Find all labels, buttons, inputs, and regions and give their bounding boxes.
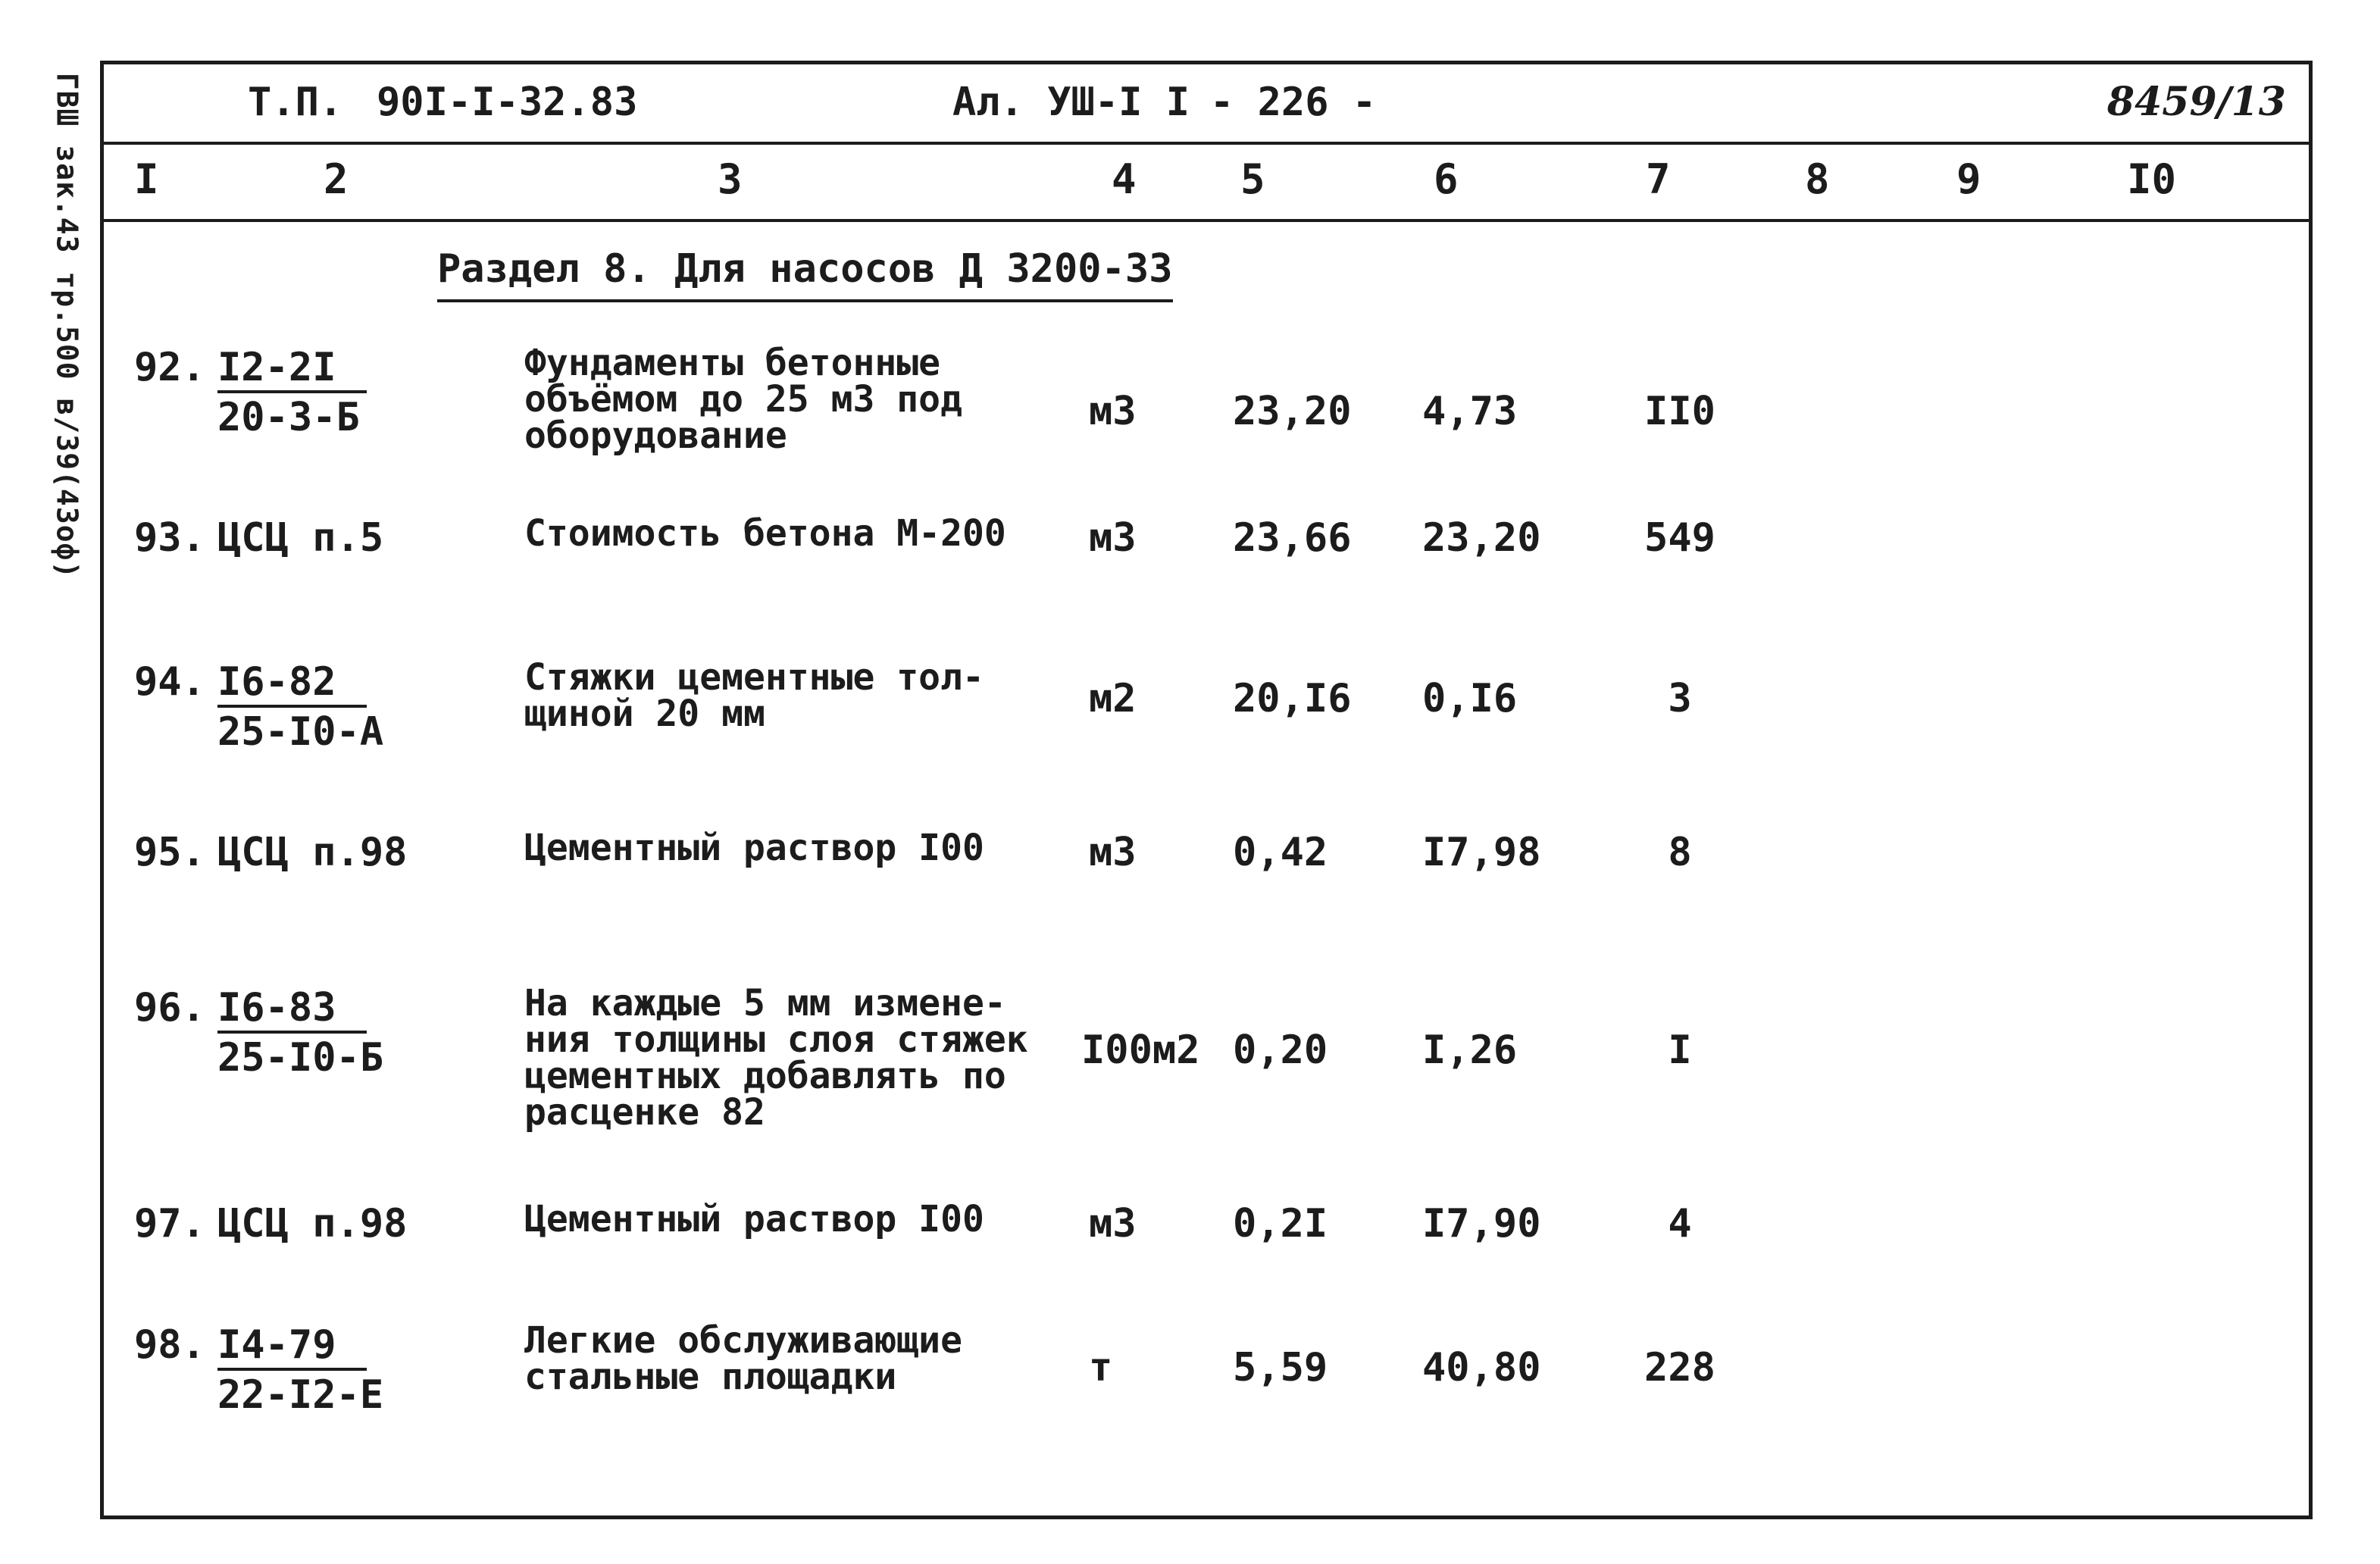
rate-code (217, 345, 367, 440)
rate-code-bottom: 22-I2-Е (217, 1372, 384, 1418)
unit-price: 40,80 (1422, 1345, 1541, 1390)
total-cost: 3 (1668, 676, 1692, 721)
rate-code (217, 1201, 407, 1247)
column-number: 2 (324, 155, 349, 203)
tp-number: 90I-I-32.83 (377, 80, 638, 125)
side-margin-note (29, 53, 105, 599)
total-cost: 549 (1644, 515, 1715, 561)
row-number: 97. (134, 1201, 205, 1247)
rate-code (217, 985, 383, 1081)
rate-code-top: ЦСЦ п.98 (217, 830, 408, 875)
rate-code-top: ЦСЦ п.5 (217, 515, 384, 561)
rate-code-bottom: 25-I0-Б (217, 1035, 384, 1081)
column-number: I0 (2127, 155, 2177, 203)
quantity: 20,I6 (1233, 676, 1352, 721)
quantity: 0,20 (1233, 1028, 1328, 1073)
unit: м3 (1089, 1201, 1137, 1247)
rate-code-bottom: 25-I0-А (217, 709, 384, 755)
unit: м3 (1089, 389, 1137, 434)
row-number: 96. (134, 985, 205, 1031)
unit-price: I7,98 (1422, 830, 1541, 875)
work-description: Легкие обслуживающие стальные площадки (524, 1319, 962, 1398)
row-number: 94. (134, 659, 205, 705)
column-number: 9 (1956, 155, 1981, 203)
unit-price: I7,90 (1422, 1201, 1541, 1247)
column-number: 8 (1805, 155, 1830, 203)
quantity: 23,20 (1233, 389, 1352, 434)
row-number: 92. (134, 345, 205, 390)
rate-code (217, 1322, 383, 1418)
column-number: 5 (1240, 155, 1265, 203)
unit: м3 (1089, 830, 1137, 875)
unit: т (1089, 1345, 1113, 1390)
side-margin-note-text: ГВШ зак.43 тр.500 в/39(43оф) (50, 72, 83, 580)
rate-code-top: I6-82 (217, 659, 367, 708)
total-cost: 8 (1668, 830, 1692, 875)
tp-label: Т.П. (248, 80, 343, 125)
estimate-sheet (100, 61, 2313, 1519)
total-cost: II0 (1644, 389, 1715, 434)
unit-price: I,26 (1422, 1028, 1518, 1073)
work-description: На каждые 5 мм измене- ния толщины слоя стяжек цементных добавлять по расценке 82 (524, 982, 1028, 1134)
rate-code (217, 659, 383, 755)
unit: м2 (1089, 676, 1137, 721)
rate-code-bottom: 20-3-Б (217, 395, 360, 440)
rate-code-top: I6-83 (217, 985, 367, 1034)
order-number: 8459/13 (2106, 79, 2286, 125)
work-description: Стоимость бетона М-200 (524, 512, 1006, 555)
column-header-rule (104, 219, 2309, 222)
page-number: - 226 - (1210, 80, 1377, 125)
header-rule (104, 142, 2309, 145)
total-cost: I (1668, 1028, 1692, 1073)
unit-price: 23,20 (1422, 515, 1541, 561)
rate-code (217, 515, 383, 561)
unit-price: 4,73 (1422, 389, 1518, 434)
row-number: 95. (134, 830, 205, 875)
rate-code-top: I4-79 (217, 1322, 367, 1371)
rate-code (217, 830, 407, 875)
unit-price: 0,I6 (1422, 676, 1518, 721)
column-number-row (104, 149, 2309, 210)
rate-code-top: ЦСЦ п.98 (217, 1201, 408, 1247)
quantity: 0,2I (1233, 1201, 1328, 1247)
row-number: 98. (134, 1322, 205, 1368)
work-description: Стяжки цементные тол- щиной 20 мм (524, 656, 984, 735)
column-number: 6 (1434, 155, 1459, 203)
rate-code-top: I2-2I (217, 345, 367, 393)
row-number: 93. (134, 515, 205, 561)
album-label: Ал. УШ-I I (952, 80, 1190, 125)
total-cost: 228 (1644, 1345, 1715, 1390)
column-number: 7 (1646, 155, 1671, 203)
work-description: Цементный раствор I00 (524, 827, 984, 869)
quantity: 0,42 (1233, 830, 1328, 875)
column-number: I (134, 155, 159, 203)
section-title: Раздел 8. Для насосов Д 3200-33 (437, 246, 1173, 302)
column-number: 3 (718, 155, 743, 203)
quantity: 23,66 (1233, 515, 1352, 561)
work-description: Цементный раствор I00 (524, 1198, 984, 1240)
work-description: Фундаменты бетонные объёмом до 25 м3 под оборудование (524, 342, 962, 457)
quantity: 5,59 (1233, 1345, 1328, 1390)
unit: м3 (1089, 515, 1137, 561)
total-cost: 4 (1668, 1201, 1692, 1247)
column-number: 4 (1112, 155, 1137, 203)
unit: I00м2 (1081, 1028, 1200, 1073)
